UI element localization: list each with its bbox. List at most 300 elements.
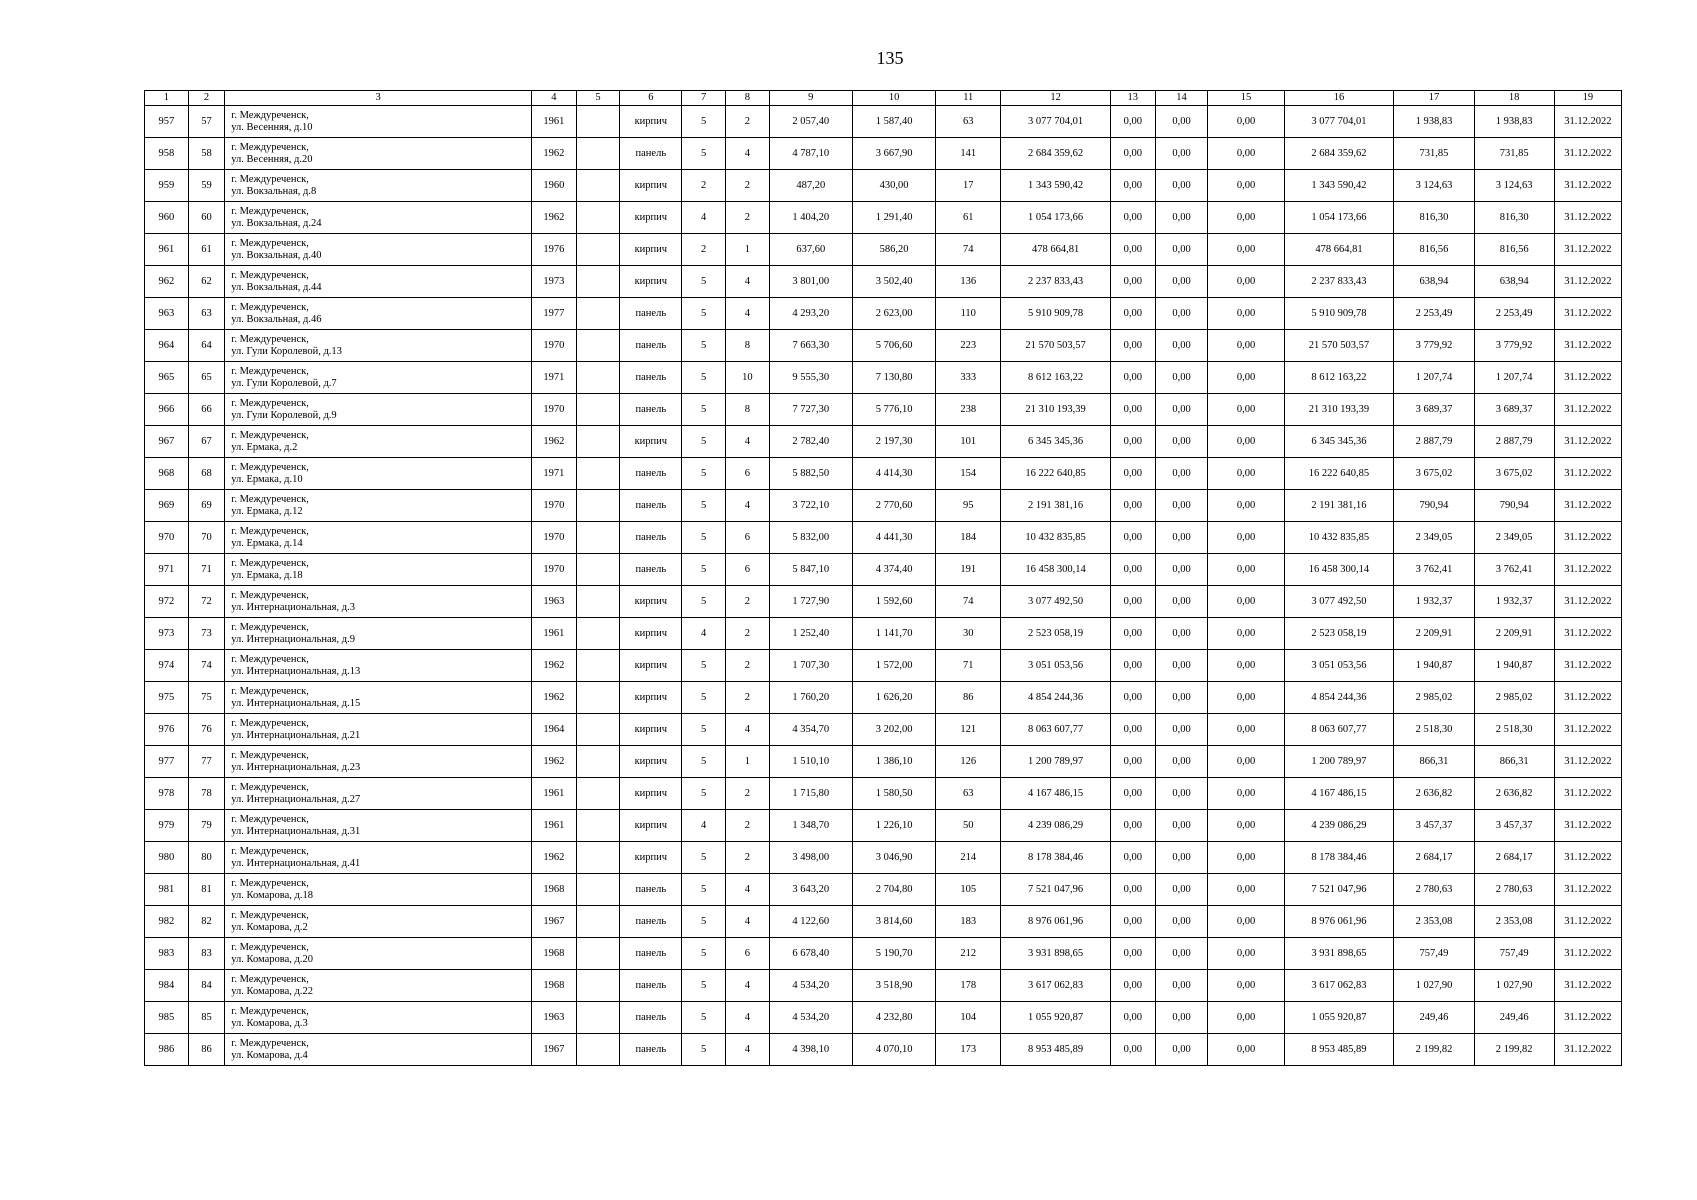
table-cell: 2 887,79 [1394,426,1474,458]
table-cell: 0,00 [1155,810,1208,842]
table-cell: 3 502,40 [852,266,935,298]
table-cell: 5 [682,522,726,554]
table-row [145,842,1622,874]
table-cell: 31.12.2022 [1554,554,1621,586]
table-cell: 77 [188,746,225,778]
table-cell: 0,00 [1155,618,1208,650]
table-cell: 0,00 [1155,1002,1208,1034]
table-cell: 2 197,30 [852,426,935,458]
table-cell: 959 [145,170,189,202]
table-cell: 1 [725,234,769,266]
address-city: г. Междуреченск, [231,941,309,953]
table-cell: 5 [682,1034,726,1066]
table-cell: 10 432 835,85 [1284,522,1394,554]
table-cell: 2 684,17 [1394,842,1474,874]
table-row [145,234,1622,266]
address-cell [225,458,532,490]
address-cell [225,554,532,586]
table-cell: 968 [145,458,189,490]
table-cell: 31.12.2022 [1554,810,1621,842]
table-cell: 816,56 [1394,234,1474,266]
table-cell: 816,30 [1474,202,1554,234]
table-cell: 3 077 492,50 [1001,586,1111,618]
table-cell: 1 343 590,42 [1284,170,1394,202]
table-cell: 178 [936,970,1001,1002]
table-cell: 104 [936,1002,1001,1034]
column-header: 16 [1284,91,1394,106]
table-cell: 962 [145,266,189,298]
table-cell: 86 [188,1034,225,1066]
table-cell: 2 253,49 [1394,298,1474,330]
table-cell [576,650,620,682]
table-cell [576,106,620,138]
column-header: 8 [725,91,769,106]
table-cell: 4 534,20 [769,970,852,1002]
column-header: 7 [682,91,726,106]
table-cell: 0,00 [1155,106,1208,138]
table-cell: 1 054 173,66 [1001,202,1111,234]
table-row [145,458,1622,490]
table-cell: 1 386,10 [852,746,935,778]
address-city: г. Междуреченск, [231,621,309,633]
table-cell: 3 931 898,65 [1001,938,1111,970]
table-cell: 76 [188,714,225,746]
table-cell: 0,00 [1155,362,1208,394]
table-cell: 3 762,41 [1394,554,1474,586]
table-cell: 10 [725,362,769,394]
address-cell [225,1034,532,1066]
table-cell [576,490,620,522]
address-cell [225,426,532,458]
table-cell: 249,46 [1394,1002,1474,1034]
table-cell: 31.12.2022 [1554,202,1621,234]
table-cell: 31.12.2022 [1554,266,1621,298]
table-cell: 1 055 920,87 [1001,1002,1111,1034]
table-cell: 61 [188,234,225,266]
address-street: ул. Ермака, д.18 [231,569,303,581]
table-cell: 3 931 898,65 [1284,938,1394,970]
table-cell: 191 [936,554,1001,586]
address-cell [225,842,532,874]
table-cell: 1 055 920,87 [1284,1002,1394,1034]
table-cell: 5 [682,394,726,426]
table-cell [576,554,620,586]
address-city: г. Междуреченск, [231,1037,309,1049]
table-cell: 110 [936,298,1001,330]
table-cell: 4 [682,202,726,234]
table-cell: 31.12.2022 [1554,1034,1621,1066]
table-cell: 16 222 640,85 [1001,458,1111,490]
table-cell: 0,00 [1208,1034,1284,1066]
table-cell: 2 523 058,19 [1001,618,1111,650]
table-cell: 1962 [532,682,577,714]
address-street: ул. Ермака, д.10 [231,473,303,485]
table-cell: 1961 [532,810,577,842]
address-city: г. Междуреченск, [231,205,309,217]
table-cell: 0,00 [1155,650,1208,682]
table-cell: 81 [188,874,225,906]
table-cell: 5 [682,458,726,490]
address-city: г. Междуреченск, [231,845,309,857]
table-cell: 1962 [532,746,577,778]
table-cell: 3 801,00 [769,266,852,298]
address-cell [225,1002,532,1034]
table-cell: 979 [145,810,189,842]
table-cell: 0,00 [1208,138,1284,170]
table-cell: 72 [188,586,225,618]
table-cell: 5 [682,490,726,522]
table-cell: 8 612 163,22 [1001,362,1111,394]
table-cell: 0,00 [1110,746,1155,778]
column-header: 6 [620,91,682,106]
table-cell: 0,00 [1208,394,1284,426]
table-cell: панель [620,1034,682,1066]
table-cell: 6 [725,522,769,554]
table-cell: 731,85 [1474,138,1554,170]
table-cell: 1960 [532,170,577,202]
table-cell: 976 [145,714,189,746]
table-cell: 0,00 [1110,682,1155,714]
table-cell: 83 [188,938,225,970]
table-cell: 3 722,10 [769,490,852,522]
table-cell: 16 458 300,14 [1284,554,1394,586]
table-cell: 1 572,00 [852,650,935,682]
table-cell: 65 [188,362,225,394]
table-row [145,874,1622,906]
table-cell: 5 832,00 [769,522,852,554]
table-cell: 30 [936,618,1001,650]
table-cell [576,842,620,874]
table-cell: 5 910 909,78 [1284,298,1394,330]
table-cell: 8 063 607,77 [1001,714,1111,746]
table-cell: 6 678,40 [769,938,852,970]
table-cell: 4 [725,970,769,1002]
table-cell: 4 [725,298,769,330]
table-cell: 9 555,30 [769,362,852,394]
table-cell: 972 [145,586,189,618]
table-row [145,714,1622,746]
table-cell: 3 779,92 [1394,330,1474,362]
address-cell [225,266,532,298]
table-cell: 0,00 [1155,682,1208,714]
address-cell [225,522,532,554]
table-cell: 141 [936,138,1001,170]
address-street: ул. Интернациональная, д.3 [231,601,355,613]
address-cell [225,778,532,810]
table-cell: 4 [682,810,726,842]
table-cell: 5 [682,426,726,458]
table-cell: 5 [682,362,726,394]
table-cell: 21 570 503,57 [1284,330,1394,362]
table-cell: 0,00 [1110,330,1155,362]
table-cell: 0,00 [1155,426,1208,458]
table-cell: 5 910 909,78 [1001,298,1111,330]
table-cell: 3 077 492,50 [1284,586,1394,618]
table-cell: 0,00 [1208,106,1284,138]
table-cell: 2 [725,778,769,810]
table-cell: 3 124,63 [1394,170,1474,202]
address-street: ул. Вокзальная, д.46 [231,313,322,325]
table-cell: 1 587,40 [852,106,935,138]
table-cell: 2 [725,170,769,202]
table-cell: 478 664,81 [1284,234,1394,266]
table-cell: 0,00 [1208,618,1284,650]
table-cell: панель [620,490,682,522]
table-row [145,650,1622,682]
table-cell: 0,00 [1208,298,1284,330]
table-cell: 0,00 [1155,906,1208,938]
table-cell: 0,00 [1208,266,1284,298]
address-street: ул. Комарова, д.20 [231,953,313,965]
table-cell: 2 237 833,43 [1001,266,1111,298]
table-cell: 0,00 [1155,1034,1208,1066]
table-cell: 4 239 086,29 [1284,810,1394,842]
table-cell: 1 027,90 [1474,970,1554,1002]
table-cell [576,330,620,362]
table-cell: 173 [936,1034,1001,1066]
table-cell: 69 [188,490,225,522]
table-cell: 3 779,92 [1474,330,1554,362]
table-cell: 0,00 [1110,650,1155,682]
address-cell [225,682,532,714]
table-cell: 1968 [532,938,577,970]
table-cell: 8 976 061,96 [1001,906,1111,938]
address-city: г. Междуреченск, [231,557,309,569]
table-cell: 1 207,74 [1394,362,1474,394]
table-cell: 2 [725,106,769,138]
table-cell [576,1034,620,1066]
table-cell: 0,00 [1155,394,1208,426]
table-cell: 59 [188,170,225,202]
table-cell: 1 207,74 [1474,362,1554,394]
table-cell: 3 617 062,83 [1001,970,1111,1002]
table-cell: 212 [936,938,1001,970]
table-cell: кирпич [620,170,682,202]
table-cell [576,394,620,426]
table-cell: 963 [145,298,189,330]
table-cell: 0,00 [1155,778,1208,810]
table-cell: 0,00 [1110,138,1155,170]
table-cell: 5 776,10 [852,394,935,426]
table-cell: 2 704,80 [852,874,935,906]
address-city: г. Междуреченск, [231,717,309,729]
table-cell: 1 715,80 [769,778,852,810]
table-cell: 184 [936,522,1001,554]
table-cell: панель [620,554,682,586]
table-cell: кирпич [620,426,682,458]
table-row [145,1034,1622,1066]
table-cell: 0,00 [1110,1034,1155,1066]
table-cell: 975 [145,682,189,714]
table-cell: 2 [725,810,769,842]
table-cell: 1 940,87 [1474,650,1554,682]
table-cell: 4 854 244,36 [1284,682,1394,714]
table-cell: 154 [936,458,1001,490]
table-cell: 80 [188,842,225,874]
column-header: 5 [576,91,620,106]
table-row [145,522,1622,554]
table-cell [576,906,620,938]
table-cell: 1 200 789,97 [1284,746,1394,778]
table-cell: 3 643,20 [769,874,852,906]
table-cell: 5 [682,554,726,586]
table-cell: 1970 [532,394,577,426]
table-cell: 16 222 640,85 [1284,458,1394,490]
address-city: г. Междуреченск, [231,365,309,377]
table-cell: 63 [936,106,1001,138]
table-cell: 0,00 [1208,842,1284,874]
table-cell: панель [620,394,682,426]
table-cell: 0,00 [1110,522,1155,554]
table-cell: 0,00 [1208,1002,1284,1034]
table-cell: 0,00 [1155,170,1208,202]
column-header: 11 [936,91,1001,106]
column-header: 1 [145,91,189,106]
table-cell: 5 [682,650,726,682]
address-city: г. Междуреченск, [231,397,309,409]
table-cell: 2 684 359,62 [1001,138,1111,170]
table-cell: 2 [725,586,769,618]
table-cell: кирпич [620,586,682,618]
table-cell: 7 130,80 [852,362,935,394]
table-cell: 0,00 [1208,810,1284,842]
table-cell: 2 887,79 [1474,426,1554,458]
address-street: ул. Интернациональная, д.15 [231,697,361,709]
table-cell: 4 167 486,15 [1284,778,1394,810]
table-cell: 31.12.2022 [1554,746,1621,778]
table-cell: 2 057,40 [769,106,852,138]
table-cell: 85 [188,1002,225,1034]
table-cell: 2 985,02 [1474,682,1554,714]
table-cell: 866,31 [1474,746,1554,778]
table-cell: 1 938,83 [1394,106,1474,138]
address-city: г. Междуреченск, [231,749,309,761]
column-header: 19 [1554,91,1621,106]
address-cell [225,874,532,906]
table-cell: 5 [682,266,726,298]
table-cell: 4 239 086,29 [1001,810,1111,842]
table-row [145,938,1622,970]
table-cell: 487,20 [769,170,852,202]
table-cell: 2 237 833,43 [1284,266,1394,298]
table-cell: 0,00 [1110,1002,1155,1034]
table-cell [576,266,620,298]
table-cell [576,586,620,618]
address-city: г. Междуреченск, [231,973,309,985]
table-cell: 966 [145,394,189,426]
table-cell: 790,94 [1394,490,1474,522]
table-cell: 101 [936,426,1001,458]
table-cell: 1 404,20 [769,202,852,234]
table-cell: 0,00 [1208,586,1284,618]
table-cell: 57 [188,106,225,138]
table-cell: 0,00 [1208,362,1284,394]
table-cell: 2 770,60 [852,490,935,522]
table-row [145,586,1622,618]
table-cell: 2 [725,682,769,714]
table-cell: 0,00 [1110,458,1155,490]
table-cell: 970 [145,522,189,554]
table-row [145,618,1622,650]
address-cell [225,106,532,138]
table-cell [576,362,620,394]
table-cell: 1 141,70 [852,618,935,650]
table-cell: панель [620,874,682,906]
table-cell: 67 [188,426,225,458]
table-cell: 0,00 [1208,682,1284,714]
table-cell: 21 310 193,39 [1001,394,1111,426]
table-cell [576,714,620,746]
table-cell: 31.12.2022 [1554,778,1621,810]
address-city: г. Междуреченск, [231,525,309,537]
table-cell: 1 626,20 [852,682,935,714]
table-cell: панель [620,938,682,970]
table-cell: 5 [682,938,726,970]
table-cell: 4 [725,874,769,906]
table-cell: 3 202,00 [852,714,935,746]
table-cell: 0,00 [1110,714,1155,746]
table-cell: 0,00 [1110,778,1155,810]
table-cell: 986 [145,1034,189,1066]
table-cell: 1 027,90 [1394,970,1474,1002]
address-cell [225,394,532,426]
table-cell: 0,00 [1155,586,1208,618]
table-cell: 2 349,05 [1394,522,1474,554]
address-cell [225,714,532,746]
table-cell: 5 [682,842,726,874]
table-cell: 1971 [532,458,577,490]
table-cell: 0,00 [1110,234,1155,266]
table-cell: 982 [145,906,189,938]
table-cell [576,1002,620,1034]
table-cell: 4 232,80 [852,1002,935,1034]
table-cell: 4 534,20 [769,1002,852,1034]
page-number: 135 [876,48,904,68]
table-row [145,906,1622,938]
housing-registry-table [144,90,1622,1066]
table-cell: 84 [188,970,225,1002]
table-cell: 638,94 [1474,266,1554,298]
address-street: ул. Интернациональная, д.27 [231,793,361,805]
table-cell: 4 [725,714,769,746]
table-cell [576,234,620,266]
table-cell: 7 663,30 [769,330,852,362]
address-street: ул. Гули Королевой, д.9 [231,409,337,421]
table-cell: 2 199,82 [1394,1034,1474,1066]
table-cell: 0,00 [1110,874,1155,906]
table-cell: 16 458 300,14 [1001,554,1111,586]
table-cell: 0,00 [1155,458,1208,490]
address-street: ул. Весенняя, д.20 [231,153,313,165]
table-cell: 3 046,90 [852,842,935,874]
table-cell: 1962 [532,650,577,682]
table-cell: 3 124,63 [1474,170,1554,202]
column-header: 3 [225,91,532,106]
table-row [145,202,1622,234]
table-cell: 3 675,02 [1394,458,1474,490]
table-cell: 31.12.2022 [1554,426,1621,458]
table-cell: 2 518,30 [1474,714,1554,746]
table-row [145,106,1622,138]
address-street: ул. Интернациональная, д.41 [231,857,361,869]
table-cell: кирпич [620,234,682,266]
table-cell: панель [620,298,682,330]
table-cell: 1 932,37 [1394,586,1474,618]
table-cell: кирпич [620,810,682,842]
table-cell: 1970 [532,330,577,362]
table-cell: 3 689,37 [1474,394,1554,426]
table-cell: 0,00 [1208,426,1284,458]
